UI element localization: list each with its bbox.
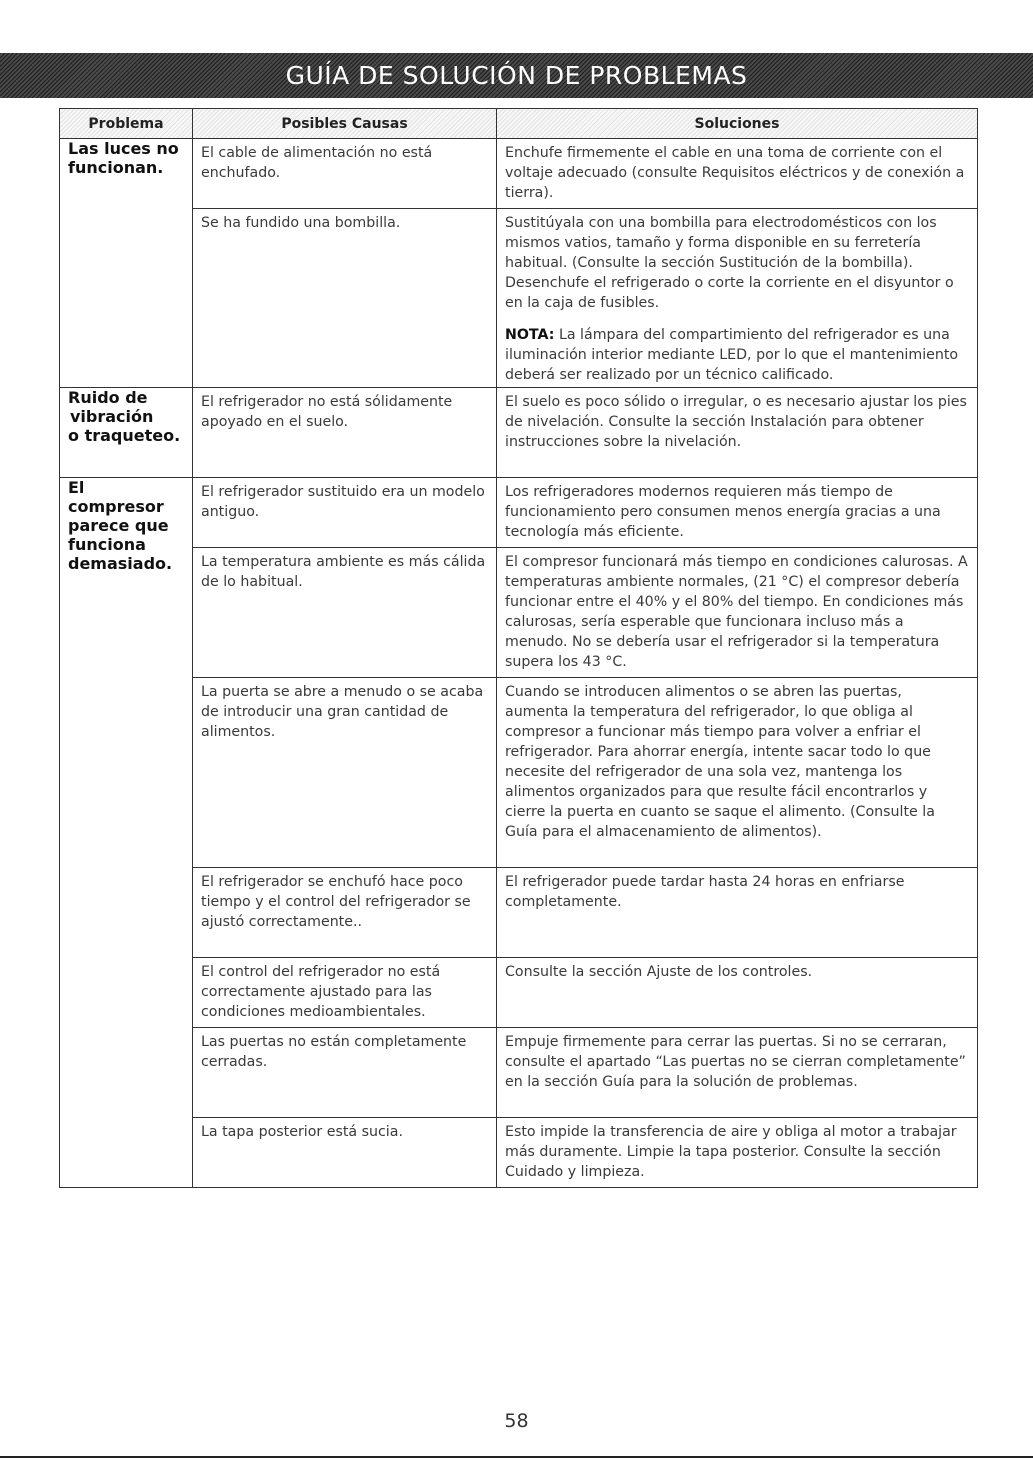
table-row [60,678,978,868]
problem-label-line: Las luces no [68,139,179,158]
table-row [60,958,978,1028]
solution-cell: Cuando se introducen alimentos o se abren las puertas, aumenta la temperatura del refrigerador, lo que obliga al compresor a funcionar más tiempo para volver a enfriar el refrigerador. Para ahorrar energía, intente sacar todo lo que necesite del refrigerador de una sola vez, mantenga los alimentos organizados para que resulte fácil encontrarlos y cierre la puerta en cuanto se saque el alimento. (Consulte la Guía para el almacenamiento de alimentos). [497,678,978,868]
solution-cell: Enchufe firmemente el cable en una toma de corriente con el voltaje adecuado (consulte Requisitos eléctricos y de conexión a tierra). [497,139,978,209]
solution-cell: El refrigerador puede tardar hasta 24 horas en enfriarse completamente. [497,868,978,958]
header-problem: Problema [60,109,193,139]
solution-text: Sustitúyala con una bombilla para electrodomésticos con los mismos vatios, tamaño y forma disponible en su ferretería habitual. (Consulte la sección Sustitución de la bombilla). Desenchufe el refrigerado o corte la corriente en el disyuntor o en la caja de fusibles. [505,215,954,311]
solution-cell [497,209,978,388]
solution-cell: El suelo es poco sólido o irregular, o es necesario ajustar los pies de nivelación. Consulte la sección Instalación para obtener instrucciones sobre la nivelación. [497,388,978,478]
table-row [60,548,978,678]
problem-label-line: parece que [68,516,169,535]
solution-cell: El compresor funcionará más tiempo en condiciones calurosas. A temperaturas ambiente normales, (21 °C) el compresor debería funcionar entre el 40% y el 80% del tiempo. En condiciones más calurosas, sería esperable que funcionara incluso más a menudo. No se debería usar el refrigerador si la temperatura supera los 43 °C. [497,548,978,678]
problem-label-line: Ruido de [68,388,148,407]
title-banner [0,53,1033,98]
note-paragraph [505,325,969,385]
solution-cell: Consulte la sección Ajuste de los controles. [497,958,978,1028]
cause-cell: El control del refrigerador no está correctamente ajustado para las condiciones medioambientales. [193,958,497,1028]
solution-cell: Esto impide la transferencia de aire y obliga al motor a trabajar más duramente. Limpie la tapa posterior. Consulte la sección Cuidado y limpieza. [497,1118,978,1188]
cause-cell: La tapa posterior está sucia. [193,1118,497,1188]
table-row [60,388,978,478]
cause-cell: El refrigerador no está sólidamente apoyado en el suelo. [193,388,497,478]
table-row [60,868,978,958]
solution-cell: Los refrigeradores modernos requieren más tiempo de funcionamiento pero consumen menos energía gracias a una tecnología más eficiente. [497,478,978,548]
cause-cell: Se ha fundido una bombilla. [193,209,497,388]
troubleshooting-table [59,108,978,1188]
problem-label-line: funcionan. [68,158,164,177]
table-row [60,1118,978,1188]
cause-cell: Las puertas no están completamente cerradas. [193,1028,497,1118]
problem-label-line: funciona [68,535,146,554]
note-label: NOTA: [505,327,555,343]
cause-cell: La temperatura ambiente es más cálida de lo habitual. [193,548,497,678]
cause-cell: El cable de alimentación no está enchufado. [193,139,497,209]
problem-cell-lights [60,139,193,388]
header-row [60,109,978,139]
problem-cell-noise [60,388,193,478]
cause-cell: El refrigerador se enchufó hace poco tiempo y el control del refrigerador se ajustó correctamente.. [193,868,497,958]
cause-cell: El refrigerador sustituido era un modelo antiguo. [193,478,497,548]
solution-cell: Empuje firmemente para cerrar las puertas. Si no se cerraran, consulte el apartado “Las puertas no se cierran completamente” en la sección Guía para la solución de problemas. [497,1028,978,1118]
problem-label-line: El compresor [68,478,164,516]
header-solutions: Soluciones [497,109,978,139]
page-number: 58 [504,1410,529,1432]
table-row [60,139,978,209]
table-row [60,478,978,548]
problem-cell-compressor [60,478,193,1188]
header-causes: Posibles Causas [193,109,497,139]
table-row [60,209,978,388]
page-title: GUÍA DE SOLUCIÓN DE PROBLEMAS [285,61,748,90]
cause-cell: La puerta se abre a menudo o se acaba de introducir una gran cantidad de alimentos. [193,678,497,868]
problem-label-line: demasiado. [68,554,173,573]
note-text: La lámpara del compartimiento del refrigerador es una iluminación interior mediante LED, por lo que el mantenimiento deberá ser realizado por un técnico calificado. [505,327,959,383]
problem-label-line: o traqueteo. [68,426,181,445]
table-row [60,1028,978,1118]
problem-label-line: vibración [70,407,154,426]
